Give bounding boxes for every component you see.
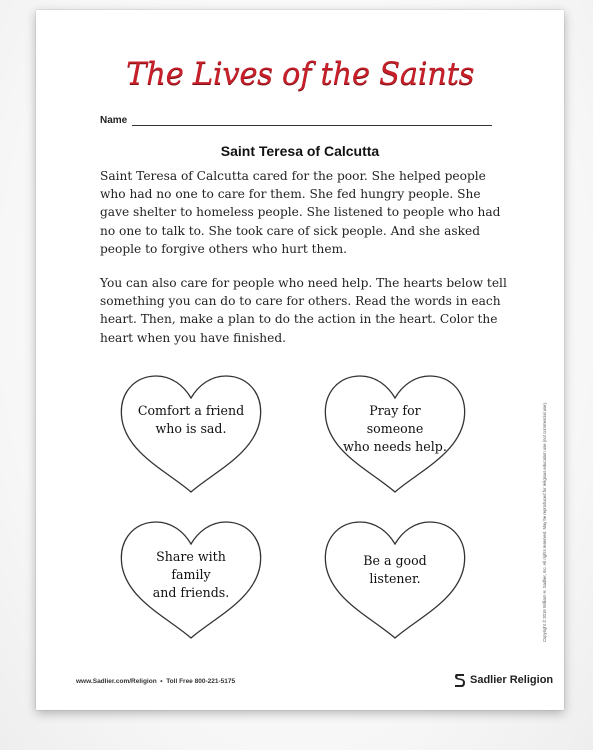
footer-website: www.Sadlier.com/Religion xyxy=(76,678,157,685)
heart-pray-for-someone xyxy=(320,368,470,498)
name-label: Name xyxy=(100,115,128,126)
heart-line-1: Pray for someone xyxy=(366,403,424,436)
heart-text xyxy=(136,402,246,438)
heart-line-1: Share with family xyxy=(156,549,226,582)
footer-contact xyxy=(76,678,235,685)
heart-text xyxy=(136,548,246,602)
series-title: The Lives of the Saints xyxy=(125,56,475,92)
heart-text xyxy=(340,402,450,456)
heart-line-2: and friends. xyxy=(152,585,230,600)
heart-line-1: Be a good listener. xyxy=(363,553,427,586)
name-line xyxy=(132,125,492,126)
intro-paragraph: Saint Teresa of Calcutta cared for the poor. She helped people who had no one to care for them. She fed hungry people. She gave shelter to homeless people. She listened to people who had no one to talk to. She took care of sick people. And she asked people to forgive others who hurt them. xyxy=(100,169,501,256)
footer-phone: Toll Free 800-221-5175 xyxy=(166,678,236,685)
heart-line-2: who needs help. xyxy=(343,439,447,454)
worksheet-page xyxy=(36,10,564,710)
heart-line-1: Comfort a friend xyxy=(137,403,245,418)
copyright-notice: Copyright © 2016 William H. Sadlier, Inc. All rights reserved. May be reproduced for religious education use (not commercial use). xyxy=(542,401,547,642)
instructions-paragraph: You can also care for people who need help. The hearts below tell something you can do to care for others. Read the words in each heart. Then, make a plan to do the action in the heart. Color the heart when you have finished. xyxy=(100,276,507,345)
footer-separator: • xyxy=(158,678,165,685)
heart-text xyxy=(340,552,450,588)
sadlier-s-logo-icon xyxy=(454,673,465,688)
worksheet-subtitle: Saint Teresa of Calcutta xyxy=(220,143,380,159)
heart-comfort-friend xyxy=(116,368,266,498)
brand-name: Sadlier Religion xyxy=(470,674,554,686)
footer-brand xyxy=(454,672,553,688)
heart-share-with-family xyxy=(116,514,266,644)
heart-line-2: who is sad. xyxy=(155,421,227,436)
name-field-row xyxy=(100,114,492,128)
heart-good-listener xyxy=(320,514,470,644)
